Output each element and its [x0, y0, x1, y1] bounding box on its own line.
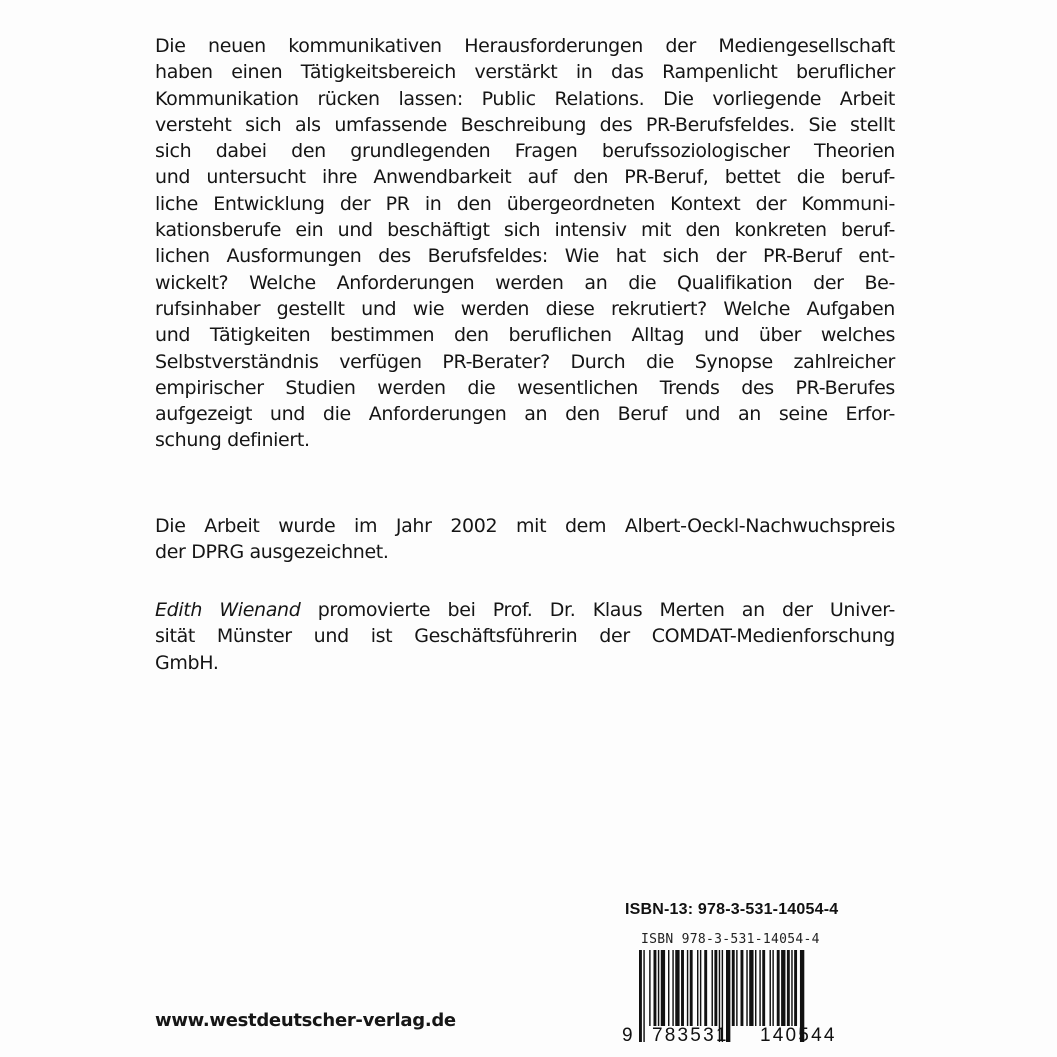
barcode-bar [732, 950, 735, 1026]
barcode-bar [668, 950, 669, 1026]
barcode-digits-left: 783531 [652, 1025, 729, 1046]
author-bio-paragraph [155, 597, 895, 676]
award-line: Die Arbeit wurde im Jahr 2002 mit dem Albert-Oeckl-Nachwuchspreis [155, 515, 895, 537]
barcode-bar [736, 950, 737, 1026]
isbn-13-label: ISBN-13: 978-3-531-14054-4 [625, 901, 839, 918]
blurb-line: rufsinhaber gestellt und wie werden diese rekrutiert? Welche Aufgaben [155, 297, 895, 320]
blurb-line: sich dabei den grundlegenden Fragen berufssoziologischer Theorien [155, 140, 895, 163]
barcode-bar [714, 950, 717, 1026]
blurb-line: und Tätigkeiten bestimmen den beruflichen Alltag und über welches [155, 324, 895, 347]
barcode-bar [755, 950, 756, 1026]
barcode-bar [759, 950, 760, 1026]
barcode-bar [661, 950, 665, 1026]
award-paragraph [155, 513, 895, 566]
blurb-line: liche Entwicklung der PR in den übergeordneten Kontext der Kommuni- [155, 192, 895, 215]
award-line: der DPRG ausgezeichnet. [155, 541, 389, 564]
barcode-bar [687, 950, 688, 1026]
blurb-line: versteht sich als umfassende Beschreibung des PR-Berufsfeldes. Sie stellt [155, 113, 895, 136]
barcode-digits-right: 140544 [760, 1025, 837, 1046]
barcode-bar [643, 950, 644, 1042]
blurb-line: kationsberufe ein und beschäftigt sich intensiv mit den konkreten beruf- [155, 219, 895, 242]
barcode-bar [700, 950, 701, 1026]
barcode-bar [712, 950, 713, 1026]
blurb-line: wickelt? Welche Anforderungen werden an die Qualifikation der Be- [155, 271, 895, 294]
isbn-barcode-caption: ISBN 978-3-531-14054-4 [641, 932, 820, 947]
author-bio-line: sität Münster und ist Geschäftsführerin der COMDAT-Medienforschung [155, 625, 895, 648]
author-bio-line [155, 597, 895, 623]
blurb-line: schung definiert. [155, 429, 310, 452]
barcode-bar [777, 950, 780, 1026]
author-bio-line: GmbH. [155, 651, 219, 674]
barcode-bar [781, 950, 785, 1026]
barcode-bar [654, 950, 657, 1026]
author-name: Edith Wienand [155, 599, 301, 621]
blurb-line: Selbstverständnis verfügen PR-Berater? Durch die Synopse zahlreicher [155, 350, 895, 373]
barcode-bar [649, 950, 650, 1026]
barcode-bar [794, 950, 797, 1026]
publisher-website: www.westdeutscher-verlag.de [155, 1010, 456, 1031]
barcode-bar [762, 950, 765, 1026]
blurb-line: Die neuen kommunikativen Herausforderungen der Mediengesellschaft [155, 35, 895, 57]
barcode-bar [772, 950, 773, 1026]
barcode-bar [746, 950, 747, 1026]
barcode-bar [787, 950, 790, 1026]
blurb-line: Kommunikation rücken lassen: Public Relations. Die vorliegende Arbeit [155, 87, 895, 110]
barcode-bar [675, 950, 679, 1026]
barcode-bar [770, 950, 771, 1026]
barcode-bar [749, 950, 753, 1026]
barcode-bar [741, 950, 744, 1026]
barcode-bar [658, 950, 659, 1026]
blurb-line: empirischer Studien werden die wesentlichen Trends des PR-Berufes [155, 376, 895, 399]
blurb-line: aufgezeigt und die Anforderungen an den Beruf und an seine Erfor- [155, 403, 895, 426]
barcode-bar [672, 950, 673, 1026]
blurb-line: und untersucht ihre Anwendbarkeit auf den PR-Beruf, bettet die beruf- [155, 166, 895, 189]
author-bio-text: promovierte bei Prof. Dr. Klaus Merten an der Univer- [300, 599, 895, 621]
barcode-bar [690, 950, 693, 1026]
barcode-bar [697, 950, 698, 1026]
barcode-bar [639, 950, 642, 1042]
barcode-bar [791, 950, 792, 1026]
barcode-bar [681, 950, 684, 1026]
barcode-digit-first: 9 [622, 1025, 633, 1046]
blurb-line: haben einen Tätigkeitsbereich verstärkt in das Rampenlicht beruflicher [155, 61, 895, 84]
barcode-bar [704, 950, 707, 1026]
blurb-line: lichen Ausformungen des Berufsfeldes: Wie hat sich der PR-Beruf ent- [155, 245, 895, 268]
blurb-paragraph [155, 33, 895, 454]
